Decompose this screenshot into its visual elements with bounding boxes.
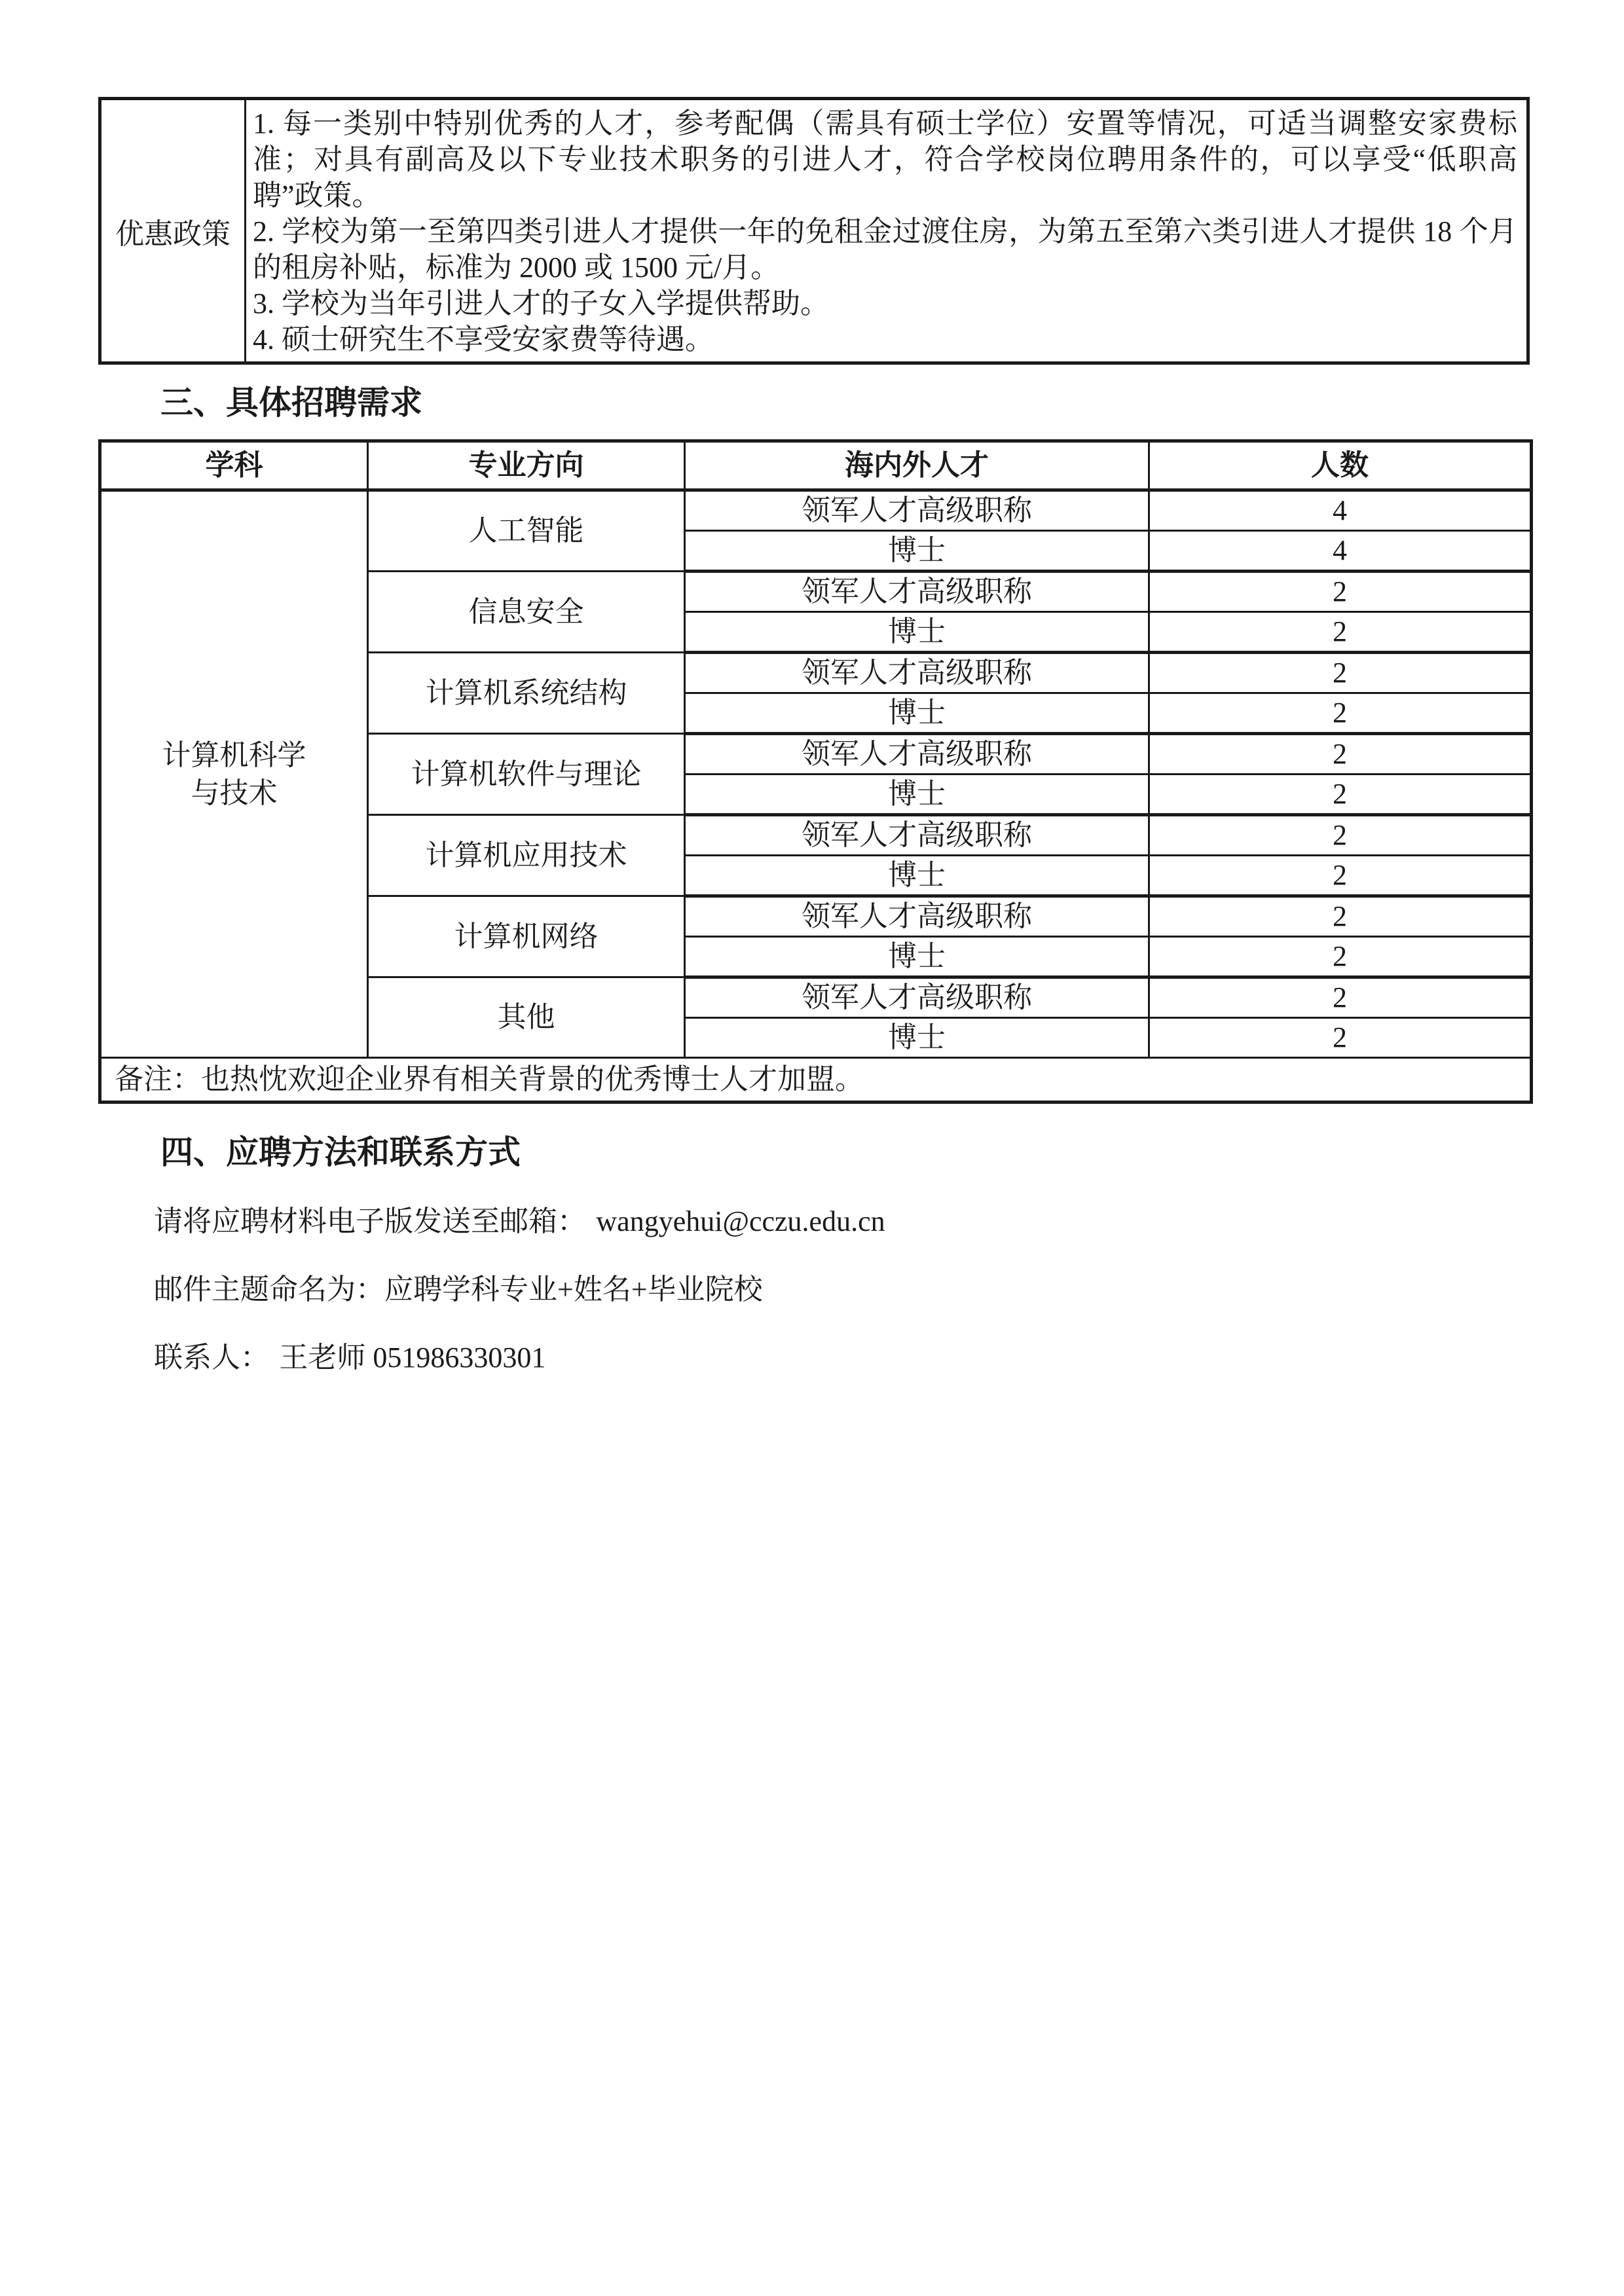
policy-item-4: 4. 硕士研究生不享受安家费等待遇。 xyxy=(253,323,714,355)
talent-cell: 领军人才高级职称 xyxy=(685,490,1149,531)
recruitment-header-row xyxy=(100,441,1532,490)
contact-email-label: 请将应聘材料电子版发送至邮箱： xyxy=(154,1205,586,1237)
direction-cell-ai: 人工智能 xyxy=(368,490,685,572)
count-cell: 2 xyxy=(1149,977,1532,1018)
note-row xyxy=(100,1058,1532,1102)
contact-email-value: wangyehui@cczu.edu.cn xyxy=(596,1205,885,1237)
table-row xyxy=(100,490,1532,531)
talent-cell: 博士 xyxy=(685,531,1149,572)
count-cell: 2 xyxy=(1149,774,1532,815)
count-cell: 2 xyxy=(1149,572,1532,612)
count-cell: 2 xyxy=(1149,653,1532,693)
talent-cell: 领军人才高级职称 xyxy=(685,653,1149,693)
count-cell: 2 xyxy=(1149,896,1532,937)
talent-cell: 领军人才高级职称 xyxy=(685,977,1149,1018)
col-header-count: 人数 xyxy=(1149,441,1532,490)
discipline-text: 计算机科学与技术 xyxy=(162,738,306,809)
policy-item-1: 1. 每一类别中特别优秀的人才，参考配偶（需具有硕士学位）安置等情况，可适当调整安家费标准；对具有副高及以下专业技术职务的引进人才，符合学校岗位聘用条件的，可以享受“低职高聘”政策。 xyxy=(253,107,1517,211)
policy-row xyxy=(100,99,1528,363)
count-cell: 2 xyxy=(1149,856,1532,896)
direction-cell-software: 计算机软件与理论 xyxy=(368,734,685,815)
recruitment-table xyxy=(98,439,1533,1104)
direction-cell-other: 其他 xyxy=(368,977,685,1058)
talent-cell: 领军人才高级职称 xyxy=(685,815,1149,856)
discipline-cell xyxy=(100,490,368,1058)
document-page xyxy=(98,97,1530,1376)
section4-heading: 四、应聘方法和联系方式 xyxy=(160,1134,521,1171)
direction-cell-network: 计算机网络 xyxy=(368,896,685,977)
table-note: 备注：也热忱欢迎企业界有相关背景的优秀博士人才加盟。 xyxy=(100,1058,1532,1102)
count-cell: 2 xyxy=(1149,937,1532,977)
talent-cell: 领军人才高级职称 xyxy=(685,572,1149,612)
count-cell: 2 xyxy=(1149,734,1532,774)
talent-cell: 博士 xyxy=(685,856,1149,896)
count-cell: 2 xyxy=(1149,612,1532,653)
contact-line-person xyxy=(154,1339,1530,1376)
contact-person-label: 联系人： xyxy=(154,1341,269,1374)
policy-table xyxy=(98,97,1530,365)
col-header-talent: 海内外人才 xyxy=(685,441,1149,490)
talent-cell: 博士 xyxy=(685,774,1149,815)
count-cell: 2 xyxy=(1149,1018,1532,1058)
section3-heading: 三、具体招聘需求 xyxy=(160,384,422,421)
talent-cell: 博士 xyxy=(685,693,1149,734)
contact-person-value: 王老师 051986330301 xyxy=(279,1341,546,1374)
count-cell: 2 xyxy=(1149,815,1532,856)
count-cell: 4 xyxy=(1149,531,1532,572)
contact-subject-value: 应聘学科专业+姓名+毕业院校 xyxy=(384,1273,763,1305)
count-cell: 4 xyxy=(1149,490,1532,531)
talent-cell: 博士 xyxy=(685,937,1149,977)
contact-section xyxy=(98,1203,1530,1376)
direction-cell-architecture: 计算机系统结构 xyxy=(368,653,685,734)
policy-item-2: 2. 学校为第一至第四类引进人才提供一年的免租金过渡住房，为第五至第六类引进人才提供 18 个月的租房补贴，标准为 2000 或 1500 元/月。 xyxy=(253,215,1517,283)
direction-cell-infosec: 信息安全 xyxy=(368,572,685,653)
talent-cell: 博士 xyxy=(685,1018,1149,1058)
count-cell: 2 xyxy=(1149,693,1532,734)
contact-line-subject xyxy=(154,1271,1530,1308)
talent-cell: 博士 xyxy=(685,612,1149,653)
direction-cell-application: 计算机应用技术 xyxy=(368,815,685,896)
col-header-direction: 专业方向 xyxy=(368,441,685,490)
talent-cell: 领军人才高级职称 xyxy=(685,896,1149,937)
contact-subject-label: 邮件主题命名为： xyxy=(154,1273,384,1305)
contact-line-email xyxy=(154,1203,1530,1240)
policy-content-cell xyxy=(246,99,1528,363)
col-header-discipline: 学科 xyxy=(100,441,368,490)
policy-item-3: 3. 学校为当年引进人才的子女入学提供帮助。 xyxy=(253,287,829,319)
policy-row-label: 优惠政策 xyxy=(100,99,246,363)
talent-cell: 领军人才高级职称 xyxy=(685,734,1149,774)
